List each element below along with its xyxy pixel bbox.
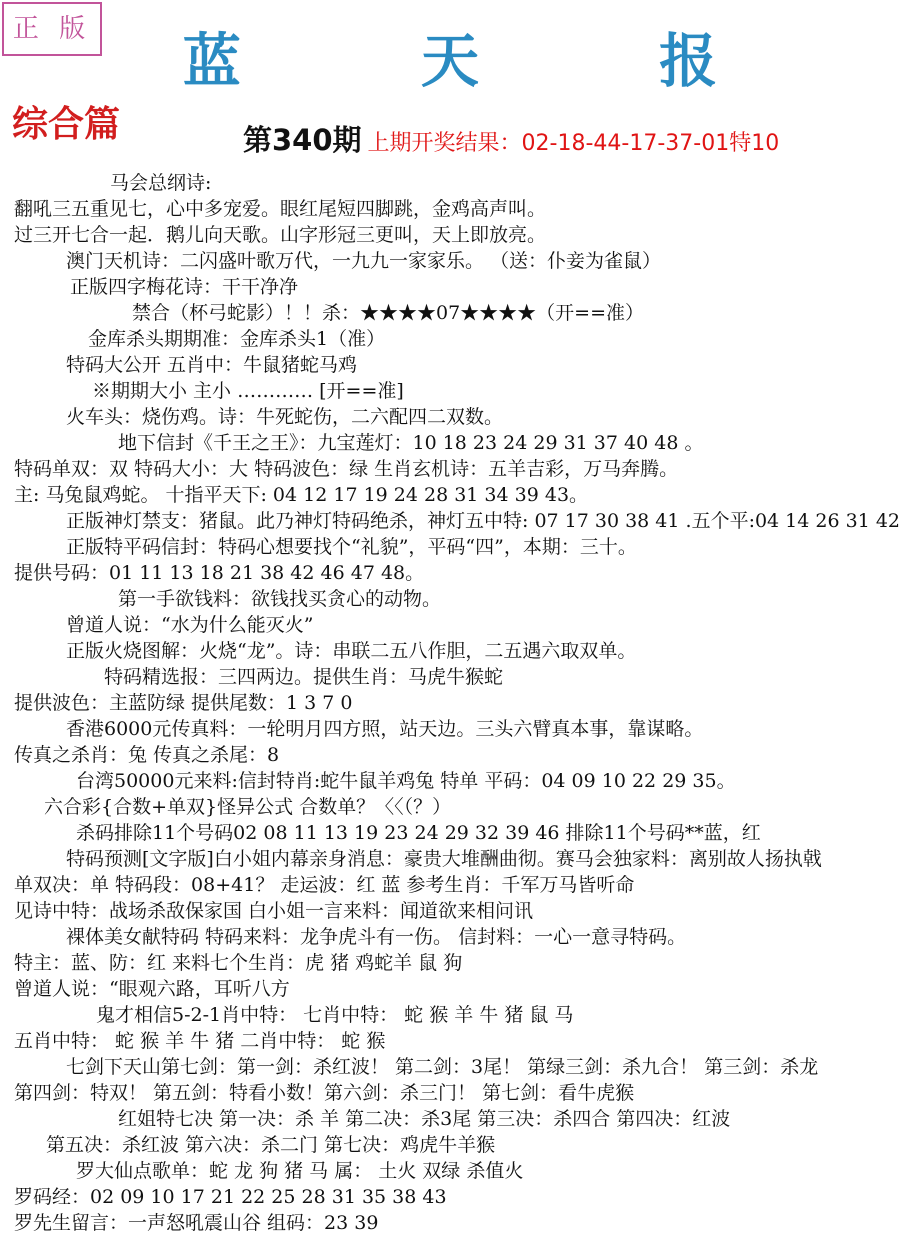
content-line: 单双决：单 特码段：08+41？ 走运波：红 蓝 参考生肖：千军万马皆听命 bbox=[14, 874, 635, 896]
content-line: 翻吼三五重见七，心中多宠爱。眼红尾短四脚跳，金鸡高声叫。 bbox=[14, 198, 547, 220]
content-line: 澳门天机诗：二闪盛叶歌万代，一九九一家家乐。 （送：仆妾为雀鼠） bbox=[66, 250, 662, 272]
content-line: 见诗中特：战场杀敌保家国 白小姐一言来料：闻道欲来相问讯 bbox=[14, 900, 534, 922]
content-line: 提供号码：01 11 13 18 21 38 42 46 47 48。 bbox=[14, 562, 425, 584]
newspaper-title: 蓝 天 报 bbox=[182, 27, 798, 95]
content-line: ※期期大小 主小 ………… [开==准] bbox=[92, 380, 404, 402]
content-line: 第一手欲钱料：欲钱找买贪心的动物。 bbox=[118, 588, 442, 610]
content-line: 特码精选报：三四两边。提供生肖：马虎牛猴蛇 bbox=[104, 666, 504, 688]
content-line: 香港6000元传真料：一轮明月四方照，站天边。三头六臂真本事，靠谋略。 bbox=[66, 718, 704, 740]
last-draw-result: 上期开奖结果：02-18-44-17-37-01特10 bbox=[367, 131, 780, 156]
content-line: 台湾50000元来料:信封特肖:蛇牛鼠羊鸡兔 特单 平码：04 09 10 22 29 35。 bbox=[76, 770, 736, 792]
content-line: 地下信封《千王之王》：九宝莲灯：10 18 23 24 29 31 37 40 48 。 bbox=[118, 432, 704, 454]
content-line: 罗先生留言：一声怒吼震山谷 组码：23 39 bbox=[14, 1212, 379, 1234]
content-line: 罗码经：02 09 10 17 21 22 25 28 31 35 38 43 bbox=[14, 1186, 447, 1208]
content-line: 五肖中特： 蛇 猴 羊 牛 猪 二肖中特： 蛇 猴 bbox=[14, 1030, 386, 1052]
issue-number: 第340期 bbox=[243, 123, 362, 157]
content-line: 第五决：杀红波 第六决：杀二门 第七决：鸡虎牛羊猴 bbox=[46, 1134, 496, 1156]
content-line: 正版四字梅花诗：干干净净 bbox=[70, 276, 299, 298]
content-line: 特码预测[文字版]白小姐内幕亲身消息：豪贵大堆酬曲彻。赛马会独家料：离别故人扬执戟 bbox=[66, 848, 822, 870]
content-line: 罗大仙点歌单：蛇 龙 狗 猪 马 属： 土火 双绿 杀值火 bbox=[76, 1160, 524, 1182]
content-line: 杀码排除11个号码02 08 11 13 19 23 24 29 32 39 46 排除11个号码**蓝，红 bbox=[76, 822, 761, 844]
content-line: 金库杀头期期准：金库杀头1（准） bbox=[88, 328, 386, 350]
content-line: 特码单双：双 特码大小：大 特码波色：绿 生肖玄机诗：五羊吉彩，万马奔腾。 bbox=[14, 458, 679, 480]
content-line: 正版火烧图解：火烧“龙”。诗：串联二五八作胆，二五遇六取双单。 bbox=[66, 640, 637, 662]
content-line: 第四剑：特双！ 第五剑：特看小数！第六剑：杀三门！ 第七剑：看牛虎猴 bbox=[14, 1082, 635, 1104]
content-line: 正版特平码信封：特码心想要找个“礼貌”，平码“四”，本期：三十。 bbox=[66, 536, 637, 558]
content-line: 特码大公开 五肖中：牛鼠猪蛇马鸡 bbox=[66, 354, 358, 376]
content-line: 特主：蓝、防：红 来料七个生肖：虎 猪 鸡蛇羊 鼠 狗 bbox=[14, 952, 463, 974]
content-line: 过三开七合一起．鹅儿向天歌。山字形冠三更叫，天上即放亮。 bbox=[14, 224, 547, 246]
content-line: 提供波色：主蓝防绿 提供尾数：1 3 7 0 bbox=[14, 692, 353, 714]
content-line: 红姐特七决 第一决：杀 羊 第二决：杀3尾 第三决：杀四合 第四决：红波 bbox=[118, 1108, 731, 1130]
content-line: 曾道人说：“水为什么能灭火” bbox=[66, 614, 314, 636]
content-line: 鬼才相信5-2-1肖中特： 七肖中特： 蛇 猴 羊 牛 猪 鼠 马 bbox=[96, 1004, 574, 1026]
edition-stamp: 正 版 bbox=[2, 2, 102, 56]
content-line: 曾道人说：“眼观六路，耳听八方 bbox=[14, 978, 290, 1000]
content-line: 主: 马兔鼠鸡蛇。 十指平天下: 04 12 17 19 24 28 31 34 39 43。 bbox=[14, 484, 589, 506]
content-line: 禁合（杯弓蛇影）！！杀：★★★★07★★★★（开==准） bbox=[132, 302, 645, 324]
content-line: 传真之杀肖：兔 传真之杀尾：8 bbox=[14, 744, 280, 766]
content-line: 七剑下天山第七剑：第一剑：杀红波！ 第二剑：3尾！ 第绿三剑：杀九合！ 第三剑：杀龙 bbox=[66, 1056, 819, 1078]
content-line: 裸体美女献特码 特码来料：龙争虎斗有一伤。 信封料：一心一意寻特码。 bbox=[66, 926, 687, 948]
content-line: 正版神灯禁支：猪鼠。此乃神灯特码绝杀，神灯五中特: 07 17 30 38 41 .五个平:04 14 26 31 42 bbox=[66, 510, 900, 532]
content-line: 火车头：烧伤鸡。诗：牛死蛇伤，二六配四二双数。 bbox=[66, 406, 504, 428]
content-line: 马会总纲诗: bbox=[110, 172, 212, 194]
content-lines bbox=[0, 170, 900, 1236]
content-line: 六合彩{合数+单双}怪异公式 合数单？〈〈（？） bbox=[44, 796, 452, 818]
section-heading: 综合篇 bbox=[12, 103, 121, 145]
issue-header bbox=[243, 118, 779, 159]
